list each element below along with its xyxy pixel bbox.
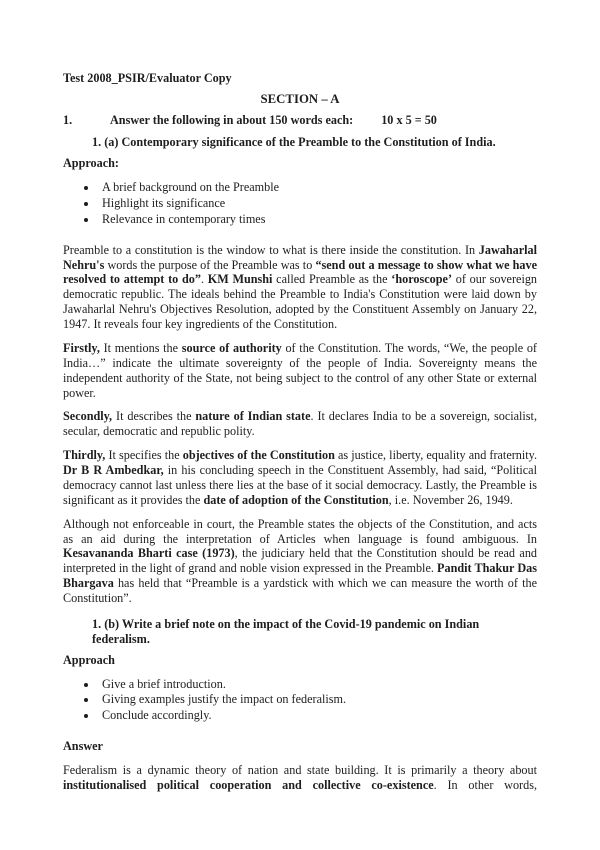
approach-label-1a: Approach: <box>63 156 119 171</box>
question-1a-heading: 1. (a) Contemporary significance of the Preamble to the Constitution of India. <box>92 135 496 150</box>
answer-paragraph: Thirdly, It specifies the objectives of the Constitution as justice, liberty, equality and fraternity. Dr B R Ambedkar, in his concluding speech in the Constituent Assembly, had said, “Political democracy cannot last unless there lies at the base of it social democracy. Lastly, the Preamble is significant as it provides the date of adoption of the Constitution, i.e. November 26, 1949. <box>63 448 537 507</box>
section-heading: SECTION – A <box>260 91 340 106</box>
answer-paragraph: Federalism is a dynamic theory of nation and state building. It is primarily a theory about institutionalised political cooperation and collective co-existence. In other words, <box>63 763 537 792</box>
question-1b-heading: 1. (b) Write a brief note on the impact of the Covid-19 pandemic on Indian federalism. <box>92 616 480 646</box>
approach-list-1b <box>63 677 537 724</box>
question-1-prompt: Answer the following in about 150 words each: <box>110 113 354 128</box>
answer-paragraph: Although not enforceable in court, the Preamble states the objects of the Constitution, and acts as an aid during the interpretation of Articles when language is found ambiguous. In Kesavananda Bharti case (1973), the judiciary held that the Constitution should be read and interpreted in the light of grand and noble vision expressed in the Preamble. Pandit Thakur Das Bhargava has held that “Preamble is a yardstick with which we can measure the worth of the Constitution”. <box>63 516 538 606</box>
answer-paragraph: Preamble to a constitution is the window to what is there inside the constitution. In Jawaharlal Nehru's words the purpose of the Preamble was to “send out a message to show what we have resolved to attempt to do”. KM Munshi called Preamble as the ‘horoscope’ of our sovereign democratic republic. The ideals behind the Preamble to India's Constitution were laid down by Jawaharlal Nehru's Objectives Resolution, adopted by the Constituent Assembly on January 22, 1947. It reveals four key ingredients of the Constitution. <box>63 242 538 332</box>
answer-label-1b: Answer <box>63 739 103 754</box>
approach-point: • A brief background on the Preamble <box>98 180 537 195</box>
question-1-number: 1. <box>63 113 73 128</box>
document-title: Test 2008_PSIR/Evaluator Copy <box>63 71 232 85</box>
approach-point: • Conclude accordingly. <box>98 708 537 723</box>
answer-paragraph: Secondly, It describes the nature of Indian state. It declares India to be a sovereign, socialist, secular, democratic and republic polity. <box>63 409 537 439</box>
approach-point: • Highlight its significance <box>98 196 537 211</box>
approach-label-1b: Approach <box>63 652 115 667</box>
approach-point: • Giving examples justify the impact on federalism. <box>98 692 537 707</box>
answer-paragraph: Firstly, It mentions the source of authority of the Constitution. The words, “We, the people of India…” indicate the ultimate sovereignty of the people of India. Sovereignty means the independent authority of the State, not being subject to the control of any other State or external power. <box>63 340 537 400</box>
approach-point: • Relevance in contemporary times <box>98 212 537 227</box>
question-1-line <box>63 113 537 128</box>
approach-point: • Give a brief introduction. <box>98 677 537 692</box>
question-1-marks: 10 x 5 = 50 <box>381 113 437 128</box>
approach-list-1a <box>63 180 537 227</box>
